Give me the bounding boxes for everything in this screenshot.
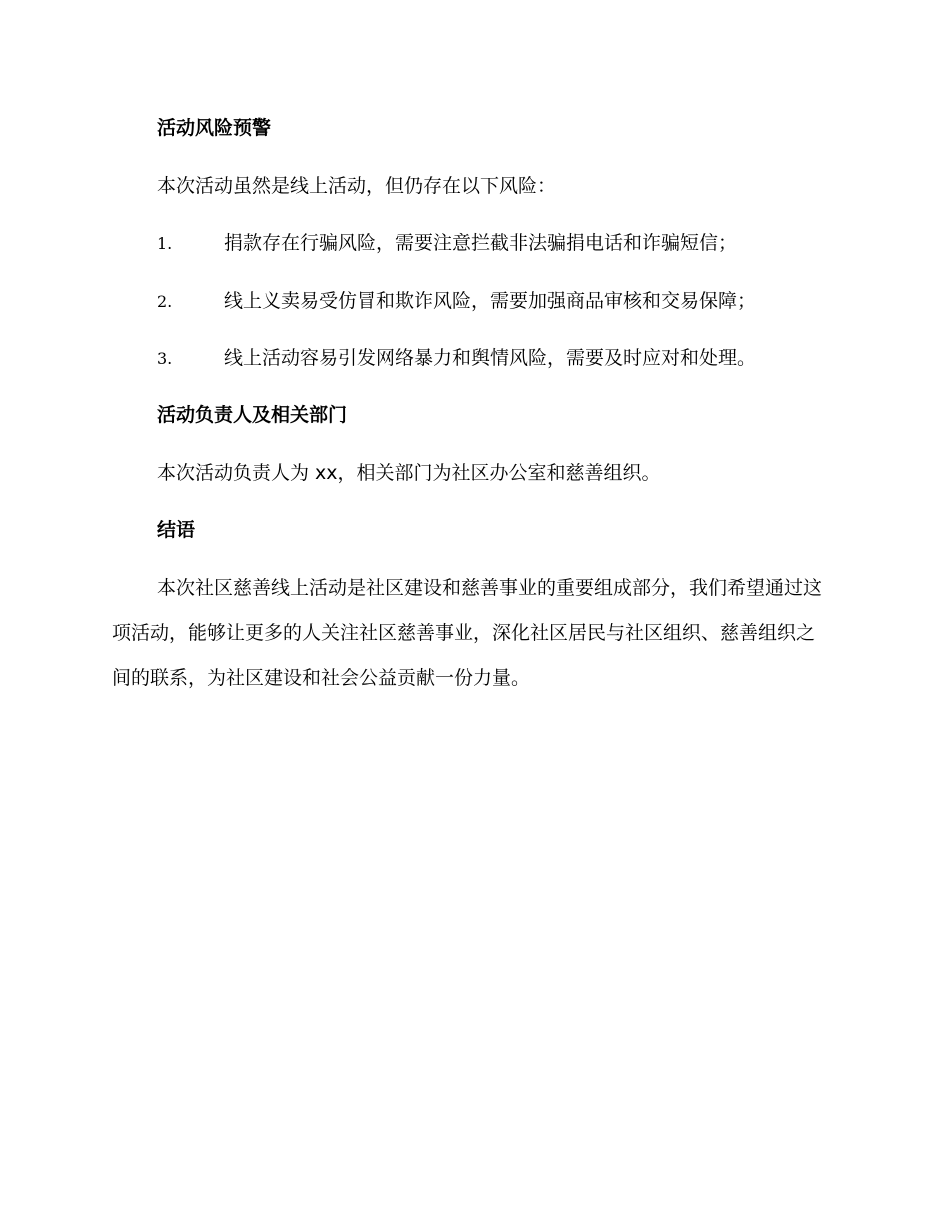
- list-text: 线上活动容易引发网络暴力和舆情风险，需要及时应对和处理。: [224, 347, 757, 369]
- list-text: 捐款存在行骗风险，需要注意拦截非法骗捐电话和诈骗短信；: [224, 232, 738, 254]
- list-number: 2.: [157, 292, 173, 311]
- risk-heading: 活动风险预警: [157, 117, 272, 139]
- conclusion-text: 本次社区慈善线上活动是社区建设和慈善事业的重要组成部分，我们希望通过这项活动，能够让更多的人关注社区慈善事业，深化社区居民与社区组织、慈善组织之间的联系，为社区建设和社会公益贡献一份力量。: [112, 577, 823, 689]
- list-number: 3.: [157, 349, 173, 368]
- conclusion-heading: 结语: [157, 519, 196, 541]
- risk-intro: 本次活动虽然是线上活动，但仍存在以下风险：: [157, 175, 557, 197]
- owner-heading: 活动负责人及相关部门: [157, 404, 348, 426]
- list-number: 1.: [157, 234, 173, 253]
- list-text: 线上义卖易受仿冒和欺诈风险，需要加强商品审核和交易保障；: [224, 290, 757, 312]
- owner-text: 本次活动负责人为 xx，相关部门为社区办公室和慈善组织。: [157, 462, 661, 484]
